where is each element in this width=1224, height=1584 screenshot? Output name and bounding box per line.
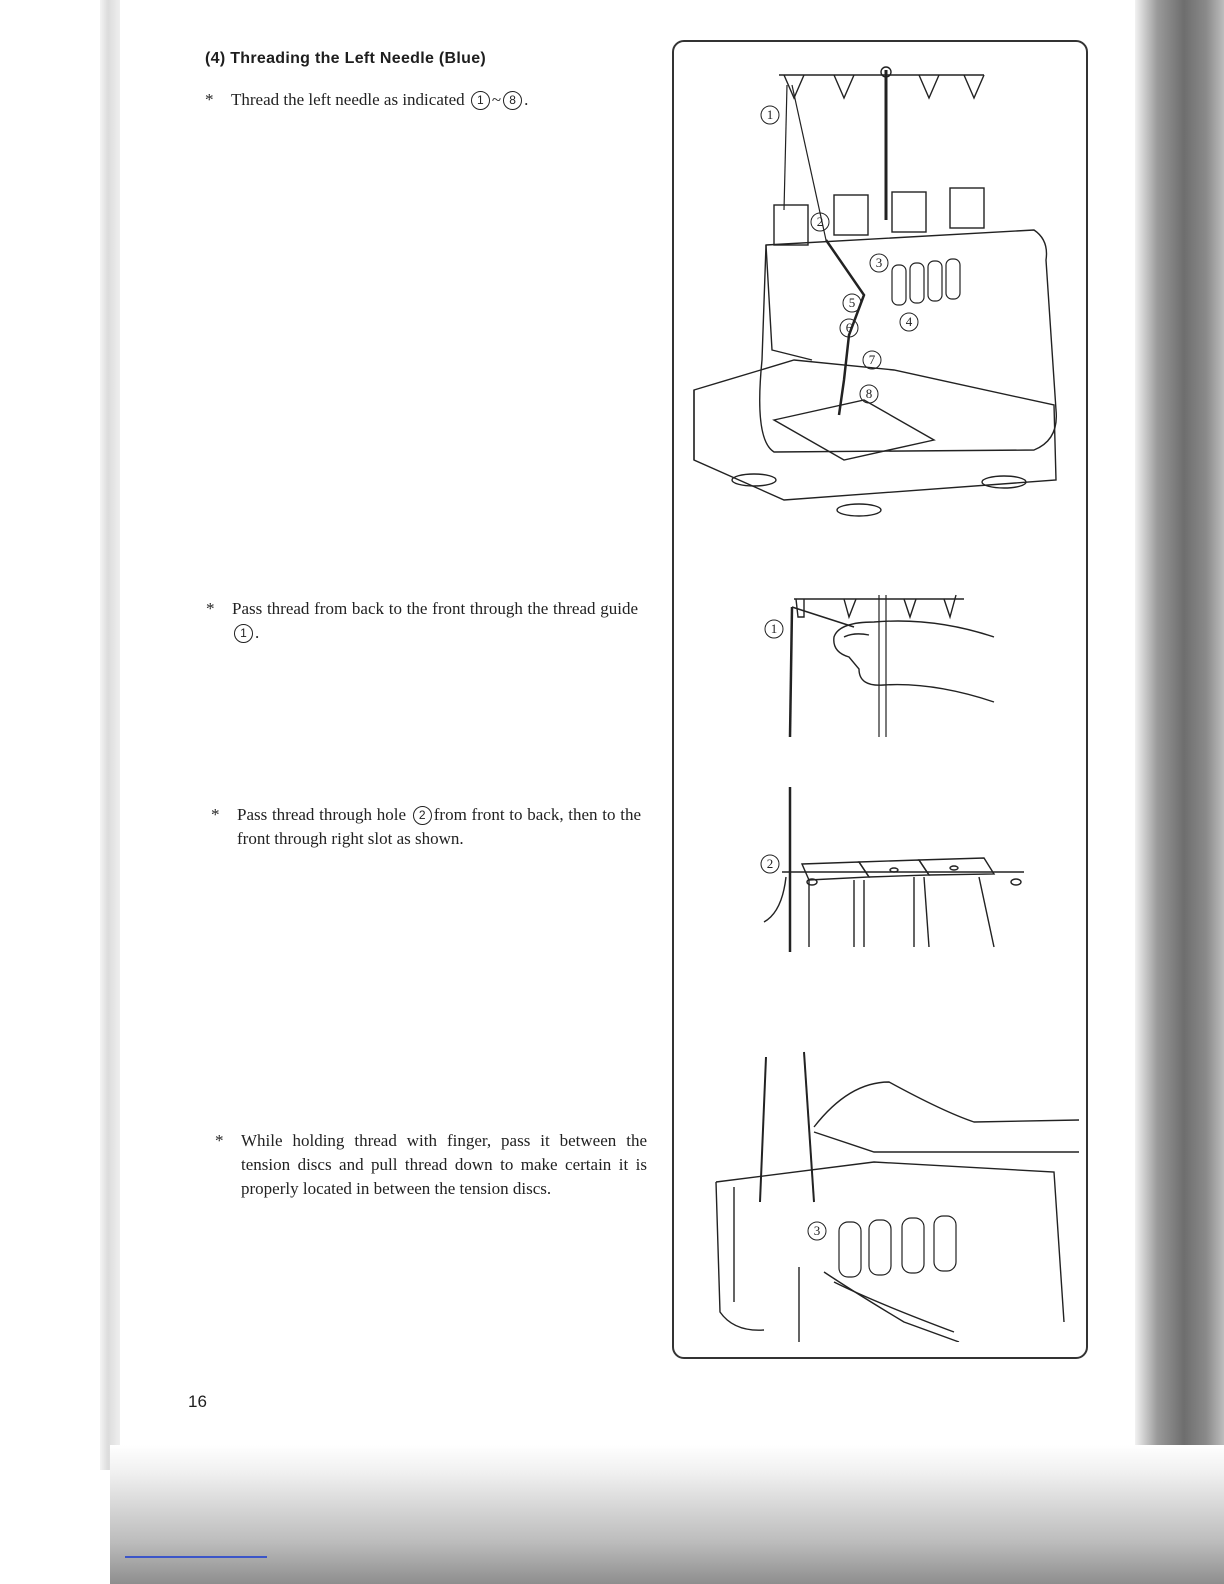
callout-1 <box>761 106 779 124</box>
scan-binding-edge <box>100 0 120 1470</box>
svg-text:1: 1 <box>766 107 774 122</box>
instruction-thread-guide <box>206 597 638 645</box>
svg-text:5: 5 <box>848 295 856 310</box>
scan-bottom-shadow <box>110 1445 1224 1584</box>
svg-text:8: 8 <box>865 386 873 401</box>
svg-text:3: 3 <box>813 1223 821 1238</box>
callout-7 <box>863 351 881 369</box>
svg-text:3: 3 <box>875 255 883 270</box>
instruction-text: Thread the left needle as indicated 1 ~ 8 . <box>231 90 529 109</box>
instruction-text: While holding thread with finger, pass it between the tension discs and pull thread down to make certain it is properly located in between the tension discs. <box>241 1131 647 1198</box>
svg-text:6: 6 <box>845 320 853 335</box>
callout-1 <box>765 620 783 638</box>
bullet-asterisk: * <box>205 90 214 109</box>
machine-overview-illustration <box>674 60 1086 530</box>
svg-text:7: 7 <box>868 352 876 367</box>
page-number: 16 <box>188 1392 207 1411</box>
callout-5 <box>843 294 861 312</box>
thread-guide-illustration <box>674 577 1086 747</box>
thread-hole-illustration <box>674 782 1086 957</box>
svg-text:2: 2 <box>816 214 824 229</box>
scan-edge-line <box>125 1556 267 1558</box>
callout-6 <box>840 319 858 337</box>
instruction-hole <box>211 803 641 851</box>
instruction-text: Pass thread through hole 2 from front to back, then to the front through right slot as shown. <box>237 805 641 848</box>
instruction-overview <box>205 88 625 112</box>
callout-2 <box>811 213 829 231</box>
step-number-badge: 1 <box>471 91 490 110</box>
callout-2 <box>761 855 779 873</box>
step-number-badge: 8 <box>503 91 522 110</box>
svg-text:1: 1 <box>770 621 778 636</box>
scan-page-shadow <box>1135 0 1224 1584</box>
callout-4 <box>900 313 918 331</box>
step-number-badge: 2 <box>413 806 432 825</box>
bullet-asterisk: * <box>215 1131 224 1150</box>
instruction-tension-discs <box>215 1129 647 1201</box>
bullet-asterisk: * <box>211 805 220 824</box>
section-heading: (4) Threading the Left Needle (Blue) <box>205 50 487 67</box>
callout-3 <box>870 254 888 272</box>
bullet-asterisk: * <box>206 599 215 618</box>
instruction-text: Pass thread from back to the front through the thread guide 1 . <box>232 599 638 642</box>
tension-disc-illustration <box>674 1042 1086 1342</box>
callout-8 <box>860 385 878 403</box>
svg-text:2: 2 <box>766 856 774 871</box>
illustration-panel <box>672 40 1088 1359</box>
callout-3 <box>808 1222 826 1240</box>
step-number-badge: 1 <box>234 624 253 643</box>
svg-text:4: 4 <box>905 314 913 329</box>
